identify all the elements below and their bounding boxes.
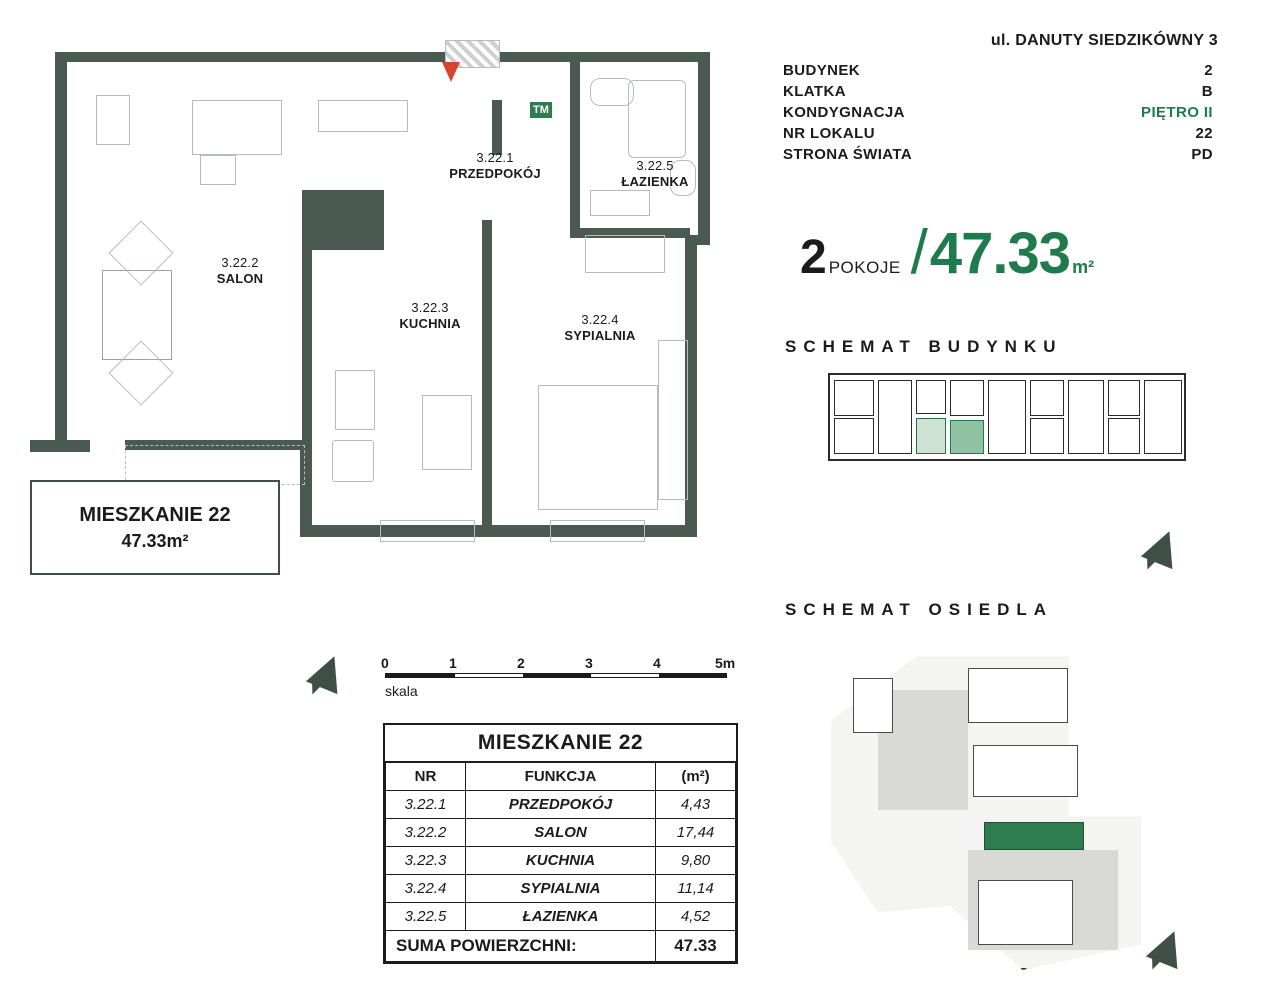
address-line: ul. DANUTY SIEDZIKÓWNY 3 (990, 32, 1218, 49)
estate-building (853, 678, 893, 733)
building-unit-highlight-floor (916, 418, 946, 454)
badge-area: 47.33m² (121, 530, 189, 551)
building-unit-selected (950, 420, 984, 454)
room-name: SYPIALNIA (564, 328, 636, 344)
cell-area: 11,14 (656, 875, 736, 903)
cell-area: 4,43 (656, 791, 736, 819)
building-unit (1108, 418, 1140, 454)
building-unit (1030, 418, 1064, 454)
table-row (386, 847, 736, 875)
scale-label: skala (385, 683, 418, 699)
scale-tick: 4 (653, 655, 661, 671)
cell-funkcja: ŁAZIENKA (466, 903, 656, 931)
sum-label: SUMA POWIERZCHNI: (386, 931, 656, 962)
north-arrow-estate (1145, 930, 1189, 976)
building-unit (1030, 380, 1064, 416)
scale-segment (385, 673, 455, 678)
window-bedroom (585, 235, 665, 273)
room-area-table (383, 723, 738, 964)
scale-segment (455, 673, 523, 678)
cell-funkcja: PRZEDPOKÓJ (466, 791, 656, 819)
room-number: 3.22.2 (221, 255, 259, 270)
table-row (386, 903, 736, 931)
room-number: 3.22.4 (581, 312, 619, 327)
meta-row-kondygnacja (783, 104, 1213, 121)
headline-area (800, 218, 1220, 302)
meta-row-budynek (783, 62, 1213, 79)
scale-bar (381, 655, 755, 705)
estate-building (968, 668, 1068, 723)
meta-row-strona-swiata (783, 146, 1213, 163)
meta-value: 2 (1204, 62, 1213, 79)
meta-value: PIĘTRO II (1141, 104, 1213, 121)
table-caption: MIESZKANIE 22 (385, 725, 736, 762)
furniture-bed (538, 385, 658, 510)
meta-value: 22 (1195, 125, 1213, 142)
room-label-przedpokoj (415, 150, 575, 183)
wall-left-lower (30, 440, 90, 452)
wall-hall-top-seg (492, 100, 502, 155)
room-name: KUCHNIA (399, 316, 461, 332)
wall-kitchen-cab (302, 190, 384, 250)
window-left (96, 95, 130, 145)
room-name: SALON (216, 271, 264, 287)
room-label-sypialnia (520, 312, 680, 345)
table-row (386, 875, 736, 903)
cell-area: 9,80 (656, 847, 736, 875)
furniture-chair-a (200, 155, 236, 185)
furniture-wardrobe (658, 340, 688, 500)
wall-left (55, 52, 67, 452)
building-unit (1144, 380, 1182, 454)
room-number: 3.22.3 (411, 300, 449, 315)
cell-nr: 3.22.3 (386, 847, 466, 875)
cell-nr: 3.22.2 (386, 819, 466, 847)
scale-segment (591, 673, 659, 678)
table-sum-row (386, 931, 736, 962)
fixture-bathtub (628, 80, 686, 158)
meta-label: BUDYNEK (783, 62, 860, 79)
floor-plan (30, 40, 745, 600)
scale-segment (523, 673, 591, 678)
scale-segment (659, 673, 727, 678)
meta-row-nr-lokalu (783, 125, 1213, 142)
apartment-badge (30, 480, 280, 575)
building-schema (828, 368, 1188, 468)
meta-row-klatka (783, 83, 1213, 100)
rooms-word: POKOJE (828, 258, 901, 277)
scale-tick: 2 (517, 655, 525, 671)
table-header-row (386, 763, 736, 791)
metadata-list (783, 62, 1213, 167)
building-unit (988, 380, 1026, 454)
balcony-door-right (550, 520, 645, 542)
estate-schema-title: SCHEMAT OSIEDLA (785, 600, 1054, 619)
area-unit: m² (1072, 257, 1095, 277)
meta-label: KLATKA (783, 83, 846, 100)
cell-funkcja: KUCHNIA (466, 847, 656, 875)
table-header-area: (m²) (656, 763, 736, 791)
furniture-table-dining (192, 100, 282, 155)
table-row (386, 791, 736, 819)
meta-label: KONDYGNACJA (783, 104, 905, 121)
fixture-cooker (332, 440, 374, 482)
building-unit (878, 380, 912, 454)
cell-nr: 3.22.1 (386, 791, 466, 819)
room-name: PRZEDPOKÓJ (449, 166, 541, 182)
cell-area: 4,52 (656, 903, 736, 931)
sum-value: 47.33 (656, 931, 736, 962)
window-top (318, 100, 408, 132)
wall-top (55, 52, 710, 62)
room-number: 3.22.5 (636, 158, 674, 173)
building-schema-title: SCHEMAT BUDYNKU (785, 337, 1063, 356)
building-unit (1108, 380, 1140, 416)
scale-tick: 1 (449, 655, 457, 671)
terrace-slab (125, 445, 305, 485)
cell-funkcja: SALON (466, 819, 656, 847)
building-unit (834, 418, 874, 454)
fixture-shower (590, 190, 650, 216)
building-unit (950, 380, 984, 416)
room-label-kuchnia (360, 300, 500, 333)
scale-tick: 3 (585, 655, 593, 671)
north-arrow-building (1140, 530, 1184, 576)
fixture-sink (335, 370, 375, 430)
wall-bath-left (570, 52, 580, 237)
scale-tick: 5m (715, 655, 736, 671)
cell-funkcja: SYPIALNIA (466, 875, 656, 903)
scale-tick: 0 (381, 655, 389, 671)
balcony-door-left (380, 520, 475, 542)
room-label-lazienka (585, 158, 725, 191)
north-arrow-plan (305, 655, 349, 701)
table-header-nr: NR (386, 763, 466, 791)
wall-right (698, 52, 710, 242)
wall-hall-right (482, 220, 492, 530)
cell-area: 17,44 (656, 819, 736, 847)
meta-value: PD (1191, 146, 1213, 163)
room-name: ŁAZIENKA (621, 174, 689, 190)
area-value: 47.33 (929, 221, 1071, 286)
room-number: 3.22.1 (476, 150, 514, 165)
estate-building-selected (984, 822, 1084, 850)
meta-label: STRONA ŚWIATA (783, 146, 913, 163)
building-unit (916, 380, 946, 414)
estate-schema (818, 650, 1148, 970)
tm-tag: TM (530, 102, 552, 118)
estate-building (978, 880, 1073, 945)
separator-slash: / (910, 218, 928, 287)
furniture-kitchen-table (422, 395, 472, 470)
cell-nr: 3.22.4 (386, 875, 466, 903)
fixture-washbasin (590, 78, 634, 106)
cell-nr: 3.22.5 (386, 903, 466, 931)
building-unit (1068, 380, 1104, 454)
badge-title: MIESZKANIE 22 (79, 503, 231, 526)
estate-building (973, 745, 1078, 797)
table-row (386, 819, 736, 847)
room-label-salon (165, 255, 315, 288)
rooms-count: 2 (800, 231, 827, 284)
table-header-funkcja: FUNKCJA (466, 763, 656, 791)
building-unit (834, 380, 874, 416)
meta-label: NR LOKALU (783, 125, 875, 142)
entrance-arrow-icon (442, 62, 460, 82)
meta-value: B (1201, 83, 1213, 100)
